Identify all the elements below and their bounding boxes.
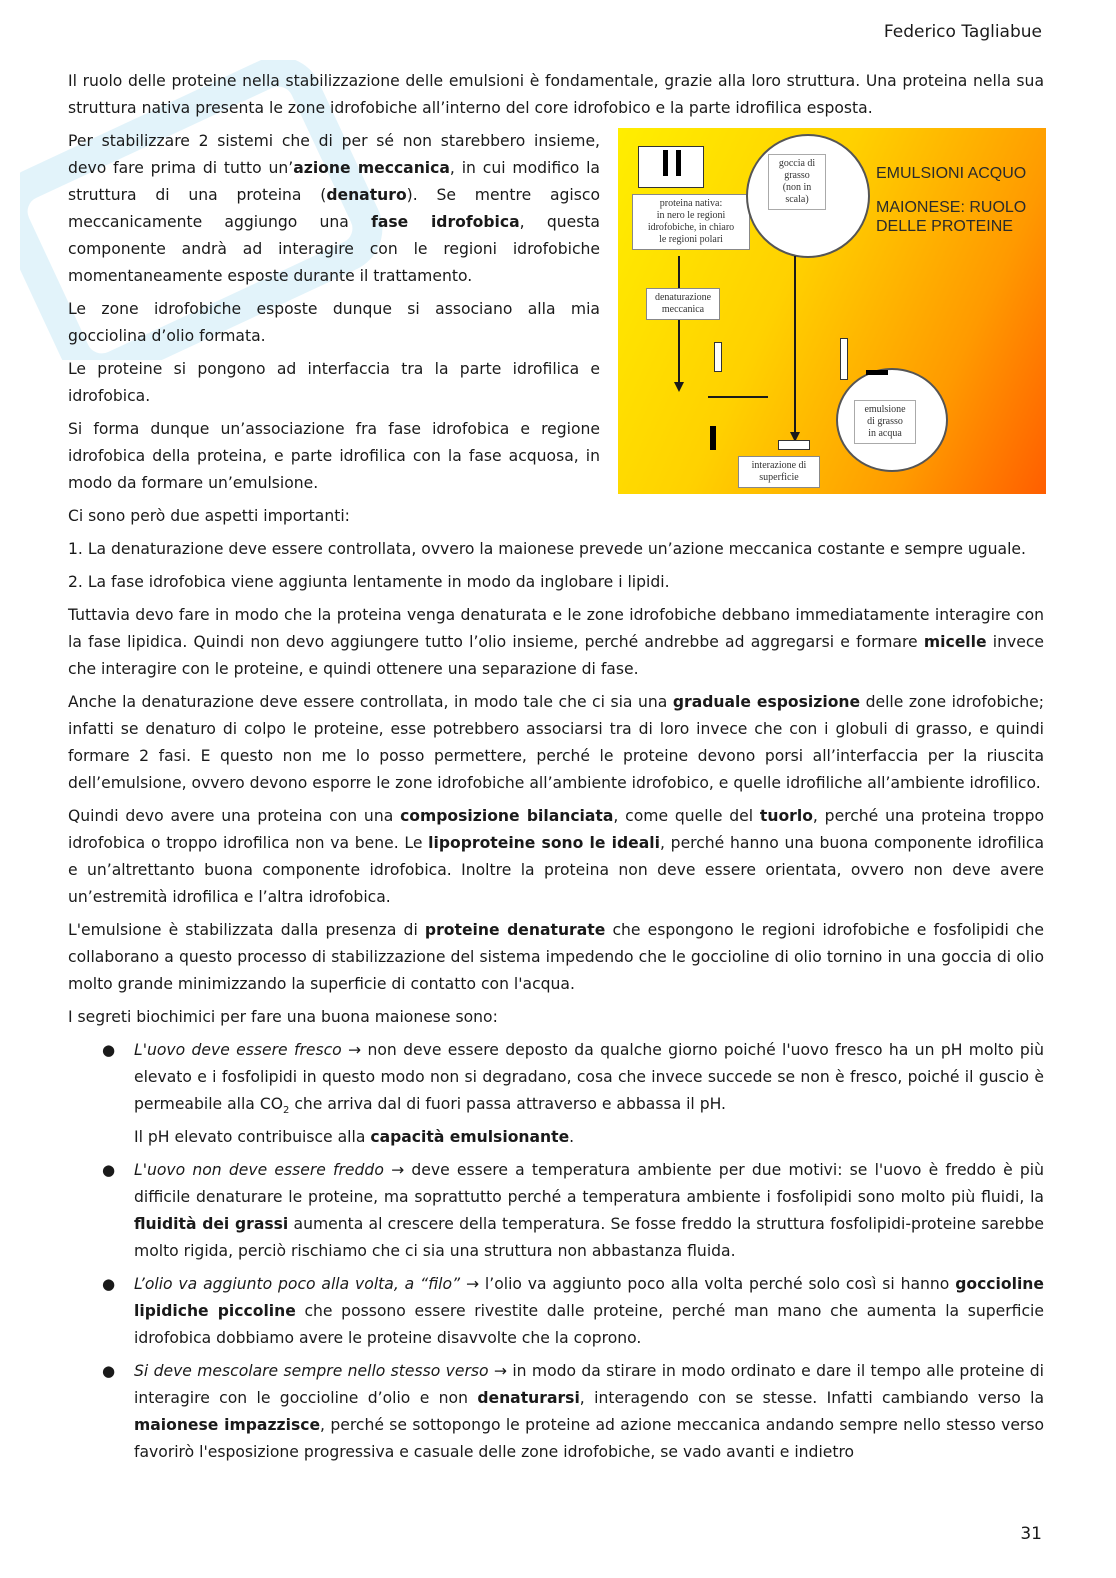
paragraph-balanced-composition: Quindi devo avere una proteina con una composizione bilanciata, come quelle del tuorlo, perché una proteina troppo idrofobica o troppo idrofilica non va bene. Le lipoproteine sono le ideali, perché hanno una buona componente idrofilica e un’altrettanto buona componente idrofobica. Inoltre la proteina non deve essere orientata, ovvero non deve avere un’estremità idrofilica e l’altra idrofobica.	[68, 807, 1045, 906]
native-protein-shape	[638, 146, 704, 188]
paragraph-point-1: 1. La denaturazione deve essere controllata, ovvero la maionese prevede un’azione meccanica costante e sempre uguale.	[68, 540, 1026, 558]
list-item: ● L’olio va aggiunto poco alla volta, a “filo” → l’olio va aggiunto poco alla volta perché solo così si hanno goccioline lipidiche piccoline che possono essere rivestite dalle proteine, perché man mano che aumenta la superficie idrofobica dobbiamo avere le proteine disavvolte che la coprono.	[134, 1271, 1044, 1352]
list-item: ● Si deve mescolare sempre nello stesso verso → in modo da stirare in modo ordinato e dare il tempo alle proteine di interagire con le goccioline d’olio e non denaturarsi, interagendo con se stesse. Infatti cambiando verso la maionese impazzisce, perché se sottopongo le proteine ad azione meccanica andando sempre nello stesso verso favorirò l'esposizione progressiva e casuale delle zone idrofobiche, se vado avanti e indietro	[134, 1358, 1044, 1466]
emulsion-diagram	[618, 128, 1046, 494]
paragraph-point-2: 2. La fase idrofobica viene aggiunta lentamente in modo da inglobare i lipidi.	[68, 573, 670, 591]
label-native-protein: proteina nativa: in nero le regioni idrofobiche, in chiaro le regioni polari	[632, 194, 750, 250]
label-interface: interazione di superficie	[738, 456, 820, 488]
page-number: 31	[1020, 1524, 1042, 1544]
paragraph-association: Si forma dunque un’associazione fra fase idrofobica e regione idrofobica della proteina, e parte idrofilica con la fase acquosa, in modo da formare un’emulsione.	[68, 420, 600, 492]
unfolded-protein-line	[708, 396, 768, 398]
paragraph-interface: Le proteine si pongono ad interfaccia tra la parte idrofilica e idrofobica.	[68, 360, 600, 405]
paragraph-aspects: Ci sono però due aspetti importanti:	[68, 507, 350, 525]
bullet-icon: ●	[102, 1275, 116, 1294]
paragraph-intro: Il ruolo delle proteine nella stabilizzazione delle emulsioni è fondamentale, grazie alla loro struttura. Una proteina nella sua struttura nativa presenta le zone idrofobiche all’interno del core idrofobico e la parte idrofilica esposta.	[68, 72, 1044, 117]
list-item: ● L'uovo deve essere fresco → non deve essere deposto da qualche giorno poiché l'uovo fresco ha un pH molto più elevato e i fosfolipidi in questo modo non si degradano, cosa che invece succede se non è fresco, poiché il guscio è permeabile alla $CO_2$ che arriva dal di fuori passa attraverso e abbassa il pH. Il pH elevato contribuisce alla capacità emulsionante.	[134, 1037, 1044, 1151]
hydrophobic-bar	[866, 370, 888, 375]
figure-title-2: MAIONESE: RUOLO DELLE PROTEINE	[876, 199, 1027, 235]
hydrophobic-bar	[710, 426, 716, 450]
label-fat-droplet: goccia di grasso (non in scala)	[768, 154, 826, 210]
unfolded-protein	[714, 342, 722, 372]
paragraph-gradual-exposure: Anche la denaturazione deve essere controllata, in modo tale che ci sia una graduale esposizione delle zone idrofobiche; infatti se denaturo di colpo le proteine, esse potrebbero associarsi tra di loro invece che con i globuli di grasso, e quindi formare 2 fasi. E questo non me lo posso permettere, perché le proteine devono porsi all’interfaccia per la riuscita dell’emulsione, ovvero devono esporre le zone idrofobiche all’ambiente idrofobico, e quelle idrofiliche all’ambiente idrofilico.	[68, 693, 1044, 792]
interface-protein	[778, 440, 810, 450]
bullet-icon: ●	[102, 1041, 116, 1059]
paragraph-denatured-proteins: L'emulsione è stabilizzata dalla presenza di proteine denaturate che espongono le regioni idrofobiche e fosfolipidi che collaborano a questo processo di stabilizzazione del sistema impedendo che le goccioline di olio tornino in una goccia di olio molto grande minimizzando la superficie di contatto con l'acqua.	[68, 921, 1044, 993]
paragraph-hydrophobic-zones: Le zone idrofobiche esposte dunque si associano alla mia gocciolina d’olio formata.	[68, 300, 600, 345]
secrets-list	[68, 1037, 1044, 1466]
bullet-icon: ●	[102, 1161, 116, 1180]
arrow-head	[674, 382, 684, 392]
paragraph-stabilize: Per stabilizzare 2 sistemi che di per sé non starebbero insieme, devo fare prima di tutto un’azione meccanica, in cui modifico la struttura di una proteina (denaturo). Se mentre agisco meccanicamente aggiungo una fase idrofobica, questa componente andrà ad interagire con le regioni idrofobiche momentaneamente esposte durante il trattamento.	[68, 132, 601, 285]
hydrophobic-bar	[676, 150, 681, 176]
header-author: Federico Tagliabue	[883, 22, 1042, 42]
paragraph-secrets: I segreti biochimici per fare una buona maionese sono:	[68, 1008, 498, 1026]
hydrophobic-bar	[663, 150, 668, 176]
arrow-line	[794, 256, 796, 436]
main-content	[68, 68, 1044, 1472]
figure-title-1: EMULSIONI ACQUO	[876, 165, 1027, 182]
label-denaturation: denaturazione meccanica	[646, 288, 720, 320]
protein-segment	[840, 338, 848, 380]
bullet-icon: ●	[102, 1362, 116, 1381]
arrow-line	[678, 256, 680, 386]
paragraph-micelles: Tuttavia devo fare in modo che la proteina venga denaturata e le zone idrofobiche debbano immediatamente interagire con la fase lipidica. Quindi non devo aggiungere tutto l’olio insieme, perché andrebbe ad aggregarsi e formare micelle invece che interagire con le proteine, e quindi ottenere una separazione di fase.	[68, 606, 1044, 678]
label-emulsion: emulsione di grasso in acqua	[854, 400, 916, 444]
list-item: ● L'uovo non deve essere freddo → deve essere a temperatura ambiente per due motivi: se l'uovo è freddo è più difficile denaturare le proteine, ma soprattutto perché a temperatura ambiente i fosfolipidi sono molto più fluidi, la fluidità dei grassi aumenta al crescere della temperatura. Se fosse freddo la struttura fosfolipidi-proteine sarebbe molto rigida, perciò rischiamo che ci sia una struttura non abbastanza fluida.	[134, 1157, 1044, 1265]
